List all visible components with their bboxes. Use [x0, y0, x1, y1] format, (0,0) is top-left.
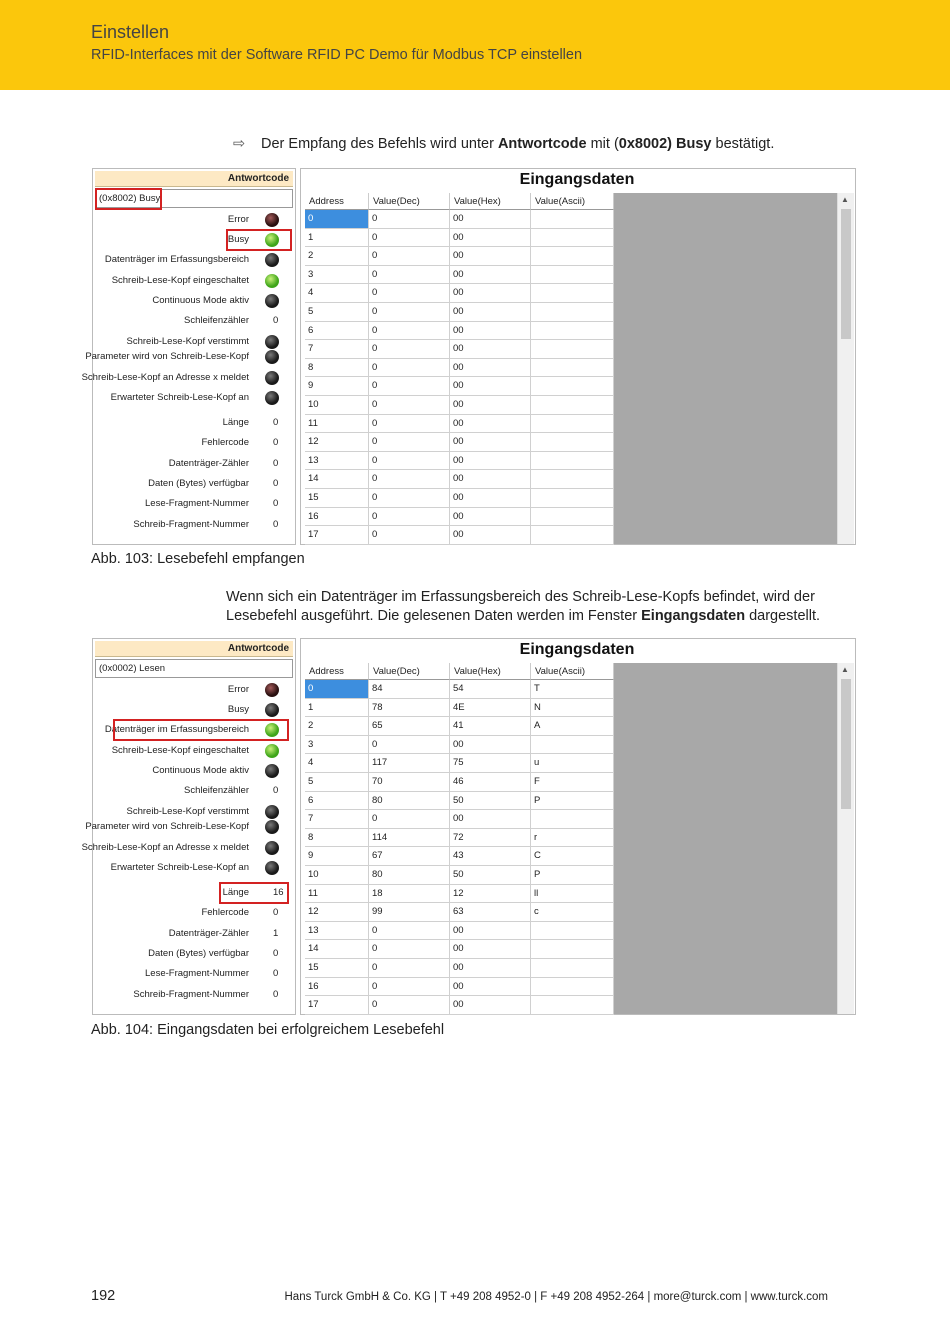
table-cell[interactable]: 12 — [305, 903, 369, 922]
page-header — [0, 0, 950, 90]
table-cell[interactable]: 10 — [305, 866, 369, 885]
table-cell[interactable]: 12 — [305, 433, 369, 452]
table-cell[interactable]: 63 — [450, 903, 531, 922]
table-cell[interactable]: 0 — [369, 303, 450, 322]
status-row-continuous-mode-aktiv — [93, 764, 293, 780]
status-row-schreib-lese-kopf-verstimmt — [93, 805, 293, 821]
table-cell[interactable]: 00 — [450, 359, 531, 378]
vertical-scrollbar[interactable] — [837, 663, 854, 1014]
table-cell[interactable]: 00 — [450, 959, 531, 978]
table-cell[interactable]: 10 — [305, 396, 369, 415]
table-cell[interactable]: 78 — [369, 699, 450, 718]
table-cell[interactable] — [531, 470, 614, 489]
figure-caption-103: Abb. 103: Lesebefehl empfangen — [91, 551, 305, 567]
table-cell[interactable]: 99 — [369, 903, 450, 922]
status-label: Parameter wird von Schreib-Lese-Kopf — [85, 351, 249, 362]
column-header-value-ascii[interactable]: Value(Ascii) — [531, 193, 614, 210]
status-value: 1 — [273, 928, 279, 939]
highlight-box — [113, 719, 289, 741]
status-label: Länge — [222, 887, 249, 898]
antwortcode-value: (0x8002) Busy — [95, 189, 293, 208]
table-cell[interactable]: 0 — [305, 210, 369, 229]
table-cell[interactable]: 0 — [369, 322, 450, 341]
status-label: Schreib-Fragment-Nummer — [133, 989, 249, 1000]
table-cell[interactable]: 00 — [450, 322, 531, 341]
table-cell[interactable]: T — [531, 680, 614, 699]
table-cell[interactable]: 9 — [305, 847, 369, 866]
table-cell[interactable]: 00 — [450, 736, 531, 755]
status-label: Busy — [227, 234, 249, 245]
table-cell[interactable]: 13 — [305, 452, 369, 471]
grid-empty-area — [614, 663, 837, 1014]
status-row-daten-bytes-verfügbar — [93, 947, 293, 963]
table-cell[interactable]: 65 — [369, 717, 450, 736]
scroll-up-icon[interactable]: ▲ — [841, 665, 849, 674]
table-cell[interactable] — [531, 247, 614, 266]
table-cell[interactable]: 0 — [369, 959, 450, 978]
status-row-länge — [93, 416, 293, 432]
table-cell[interactable]: 00 — [450, 508, 531, 527]
status-row-datenträger-im-erfassungsbereich — [93, 253, 293, 269]
status-label: Error — [227, 684, 249, 695]
table-cell[interactable]: 00 — [450, 489, 531, 508]
column-header-address[interactable]: Address — [305, 193, 369, 210]
table-cell[interactable]: 4 — [305, 284, 369, 303]
status-value: 0 — [273, 315, 279, 326]
table-cell[interactable]: 00 — [450, 470, 531, 489]
screenshot-eingangsdaten — [81, 638, 856, 1015]
column-header-value-hex[interactable]: Value(Hex) — [450, 193, 531, 210]
scroll-thumb[interactable] — [841, 209, 851, 339]
status-label: Fehlercode — [201, 907, 249, 918]
table-cell[interactable]: 00 — [450, 996, 531, 1015]
table-cell[interactable]: 14 — [305, 940, 369, 959]
table-cell[interactable] — [531, 303, 614, 322]
status-led-icon — [265, 861, 279, 875]
table-cell[interactable] — [531, 266, 614, 285]
status-value: 0 — [273, 907, 279, 918]
table-cell[interactable]: 84 — [369, 680, 450, 699]
table-cell[interactable]: 0 — [369, 247, 450, 266]
status-label: Schleifenzähler — [184, 315, 249, 326]
table-cell[interactable]: 0 — [369, 433, 450, 452]
table-cell[interactable]: 00 — [450, 415, 531, 434]
status-label: Busy — [227, 704, 249, 715]
table-cell[interactable] — [531, 377, 614, 396]
status-row-datenträger-zähler — [93, 457, 293, 473]
status-label: Lese-Fragment-Nummer — [145, 968, 249, 979]
table-cell[interactable] — [531, 940, 614, 959]
status-label: Datenträger im Erfassungsbereich — [104, 254, 249, 265]
table-cell[interactable]: 12 — [450, 885, 531, 904]
table-cell[interactable]: 8 — [305, 359, 369, 378]
table-cell[interactable] — [531, 340, 614, 359]
status-label: Schreib-Lese-Kopf verstimmt — [126, 806, 249, 817]
status-label: Datenträger-Zähler — [168, 928, 249, 939]
table-cell[interactable]: P — [531, 792, 614, 811]
status-label: Continuous Mode aktiv — [152, 295, 249, 306]
table-cell[interactable]: 114 — [369, 829, 450, 848]
table-cell[interactable]: 0 — [369, 415, 450, 434]
table-cell[interactable] — [531, 433, 614, 452]
highlight-box — [226, 229, 292, 251]
status-label: Daten (Bytes) verfügbar — [148, 478, 249, 489]
table-cell[interactable]: 00 — [450, 303, 531, 322]
table-cell[interactable]: c — [531, 903, 614, 922]
status-value: 0 — [273, 498, 279, 509]
table-cell[interactable]: 75 — [450, 754, 531, 773]
column-header-address[interactable]: Address — [305, 663, 369, 680]
status-led-icon — [265, 744, 279, 758]
status-led-icon — [265, 683, 279, 697]
table-cell[interactable]: 6 — [305, 792, 369, 811]
table-cell[interactable]: 00 — [450, 377, 531, 396]
status-value: 0 — [273, 458, 279, 469]
status-value: 0 — [273, 478, 279, 489]
table-cell[interactable] — [531, 736, 614, 755]
grid-empty-area — [614, 193, 837, 544]
table-cell[interactable]: 46 — [450, 773, 531, 792]
instruction-step: ⇨ Der Empfang des Befehls wird unter Antwortcode mit (0x8002) Busy bestätigt. — [233, 136, 775, 152]
table-cell[interactable]: 0 — [369, 377, 450, 396]
table-cell[interactable]: 2 — [305, 717, 369, 736]
table-cell[interactable]: 2 — [305, 247, 369, 266]
table-cell[interactable]: 0 — [369, 489, 450, 508]
table-cell[interactable]: 00 — [450, 978, 531, 997]
table-cell[interactable]: 00 — [450, 452, 531, 471]
table-cell[interactable]: 0 — [369, 508, 450, 527]
status-label: Schreib-Fragment-Nummer — [133, 519, 249, 530]
table-cell[interactable]: 1 — [305, 229, 369, 248]
status-led-icon — [265, 805, 279, 819]
table-cell[interactable]: 0 — [369, 810, 450, 829]
table-cell[interactable]: 17 — [305, 526, 369, 545]
table-cell[interactable]: 00 — [450, 340, 531, 359]
table-cell[interactable]: 0 — [369, 229, 450, 248]
page-number: 192 — [91, 1288, 116, 1304]
table-cell[interactable]: 00 — [450, 940, 531, 959]
antwortcode-value: (0x0002) Lesen — [95, 659, 293, 678]
status-row-schleifenzähler — [93, 314, 293, 330]
status-row-erwarteter-schreib-lese-kopf-an — [93, 391, 293, 407]
status-row-schreib-lese-kopf-eingeschaltet — [93, 744, 293, 760]
table-cell[interactable]: 0 — [369, 996, 450, 1015]
table-cell[interactable]: 15 — [305, 489, 369, 508]
status-row-continuous-mode-aktiv — [93, 294, 293, 310]
scroll-up-icon[interactable]: ▲ — [841, 195, 849, 204]
status-label: Datenträger-Zähler — [168, 458, 249, 469]
table-cell[interactable]: 0 — [369, 359, 450, 378]
table-cell[interactable]: 0 — [369, 340, 450, 359]
table-cell[interactable] — [531, 996, 614, 1015]
status-led-icon — [265, 703, 279, 717]
table-cell[interactable] — [531, 359, 614, 378]
table-cell[interactable]: 0 — [369, 736, 450, 755]
status-led-icon — [265, 335, 279, 349]
status-label: Erwarteter Schreib-Lese-Kopf an — [110, 862, 249, 873]
screenshot-lesebefehl-empfangen — [81, 168, 856, 545]
table-cell[interactable] — [531, 489, 614, 508]
status-led-icon — [265, 764, 279, 778]
table-cell[interactable]: 0 — [369, 452, 450, 471]
table-cell[interactable]: 00 — [450, 922, 531, 941]
status-row-fehlercode — [93, 906, 293, 922]
table-cell[interactable]: 5 — [305, 303, 369, 322]
table-cell[interactable] — [531, 322, 614, 341]
table-cell[interactable] — [531, 229, 614, 248]
status-row-parameter-wird-von-schreib-lese-kopf — [85, 350, 293, 366]
table-cell[interactable]: ll — [531, 885, 614, 904]
status-label: Parameter wird von Schreib-Lese-Kopf — [85, 821, 249, 832]
table-cell[interactable]: 00 — [450, 433, 531, 452]
status-row-schreib-fragment-nummer — [93, 518, 293, 534]
highlight-box — [219, 882, 289, 904]
status-row-fehlercode — [93, 436, 293, 452]
table-cell[interactable]: 67 — [369, 847, 450, 866]
column-header-value-ascii[interactable]: Value(Ascii) — [531, 663, 614, 680]
status-led-icon — [265, 371, 279, 385]
table-cell[interactable] — [531, 978, 614, 997]
body-paragraph: Wenn sich ein Datenträger im Erfassungsbereich des Schreib-Lese-Kopfs befindet, wird der Lesebefehl ausgeführt. Die gelesenen Daten werden im Fenster Eingangsdaten dargestellt. — [226, 589, 821, 624]
table-cell[interactable]: 14 — [305, 470, 369, 489]
status-led-icon — [265, 213, 279, 227]
table-cell[interactable] — [531, 959, 614, 978]
column-header-value-dec[interactable]: Value(Dec) — [369, 193, 450, 210]
status-label: Länge — [222, 417, 249, 428]
table-cell[interactable]: 41 — [450, 717, 531, 736]
status-value: 0 — [273, 417, 279, 428]
status-row-schreib-fragment-nummer — [93, 988, 293, 1004]
status-label: Erwarteter Schreib-Lese-Kopf an — [110, 392, 249, 403]
table-cell[interactable]: A — [531, 717, 614, 736]
status-value: 0 — [273, 968, 279, 979]
table-cell[interactable] — [531, 396, 614, 415]
header-title: Einstellen — [91, 22, 170, 42]
status-led-icon — [265, 841, 279, 855]
status-row-parameter-wird-von-schreib-lese-kopf — [85, 820, 293, 836]
status-label: Schreib-Lese-Kopf eingeschaltet — [111, 275, 249, 286]
table-cell[interactable] — [531, 210, 614, 229]
table-cell[interactable]: 16 — [305, 508, 369, 527]
header-subtitle: RFID-Interfaces mit der Software RFID PC Demo für Modbus TCP einstellen — [91, 47, 583, 63]
table-cell[interactable]: 43 — [450, 847, 531, 866]
table-cell[interactable]: 13 — [305, 922, 369, 941]
status-label: Datenträger im Erfassungsbereich — [104, 724, 249, 735]
status-row-datenträger-zähler — [93, 927, 293, 943]
table-cell[interactable]: r — [531, 829, 614, 848]
table-cell[interactable]: 0 — [369, 396, 450, 415]
status-label: Schreib-Lese-Kopf verstimmt — [126, 336, 249, 347]
table-cell[interactable]: 7 — [305, 340, 369, 359]
table-cell[interactable]: 0 — [369, 284, 450, 303]
table-cell[interactable]: F — [531, 773, 614, 792]
table-cell[interactable]: 00 — [450, 396, 531, 415]
table-cell[interactable]: 0 — [369, 470, 450, 489]
table-cell[interactable]: 80 — [369, 866, 450, 885]
status-led-icon — [265, 253, 279, 267]
table-cell[interactable]: 5 — [305, 773, 369, 792]
table-cell[interactable]: 9 — [305, 377, 369, 396]
table-cell[interactable]: 0 — [305, 680, 369, 699]
table-cell[interactable]: P — [531, 866, 614, 885]
status-row-lese-fragment-nummer — [93, 967, 293, 983]
table-cell[interactable]: 0 — [369, 210, 450, 229]
table-cell[interactable]: 16 — [305, 978, 369, 997]
status-value: 0 — [273, 785, 279, 796]
table-cell[interactable]: 8 — [305, 829, 369, 848]
table-cell[interactable]: 00 — [450, 526, 531, 545]
status-row-error — [93, 213, 293, 229]
arrow-right-icon: ⇨ — [233, 136, 246, 152]
table-cell[interactable]: 00 — [450, 247, 531, 266]
eingangsdaten-panel — [300, 168, 856, 545]
table-cell[interactable]: 7 — [305, 810, 369, 829]
status-led-icon — [265, 350, 279, 364]
table-cell[interactable]: 0 — [369, 978, 450, 997]
antwortcode-title: Antwortcode — [95, 171, 293, 187]
table-cell[interactable]: 0 — [369, 922, 450, 941]
status-row-daten-bytes-verfügbar — [93, 477, 293, 493]
column-header-value-hex[interactable]: Value(Hex) — [450, 663, 531, 680]
table-cell[interactable]: 72 — [450, 829, 531, 848]
status-value: 0 — [273, 437, 279, 448]
highlight-box — [95, 188, 162, 210]
status-row-erwarteter-schreib-lese-kopf-an — [93, 861, 293, 877]
table-cell[interactable]: 4E — [450, 699, 531, 718]
table-cell[interactable]: 3 — [305, 266, 369, 285]
table-cell[interactable]: 0 — [369, 266, 450, 285]
column-header-value-dec[interactable]: Value(Dec) — [369, 663, 450, 680]
status-value: 16 — [273, 887, 284, 898]
status-row-schreib-lese-kopf-eingeschaltet — [93, 274, 293, 290]
table-cell[interactable]: N — [531, 699, 614, 718]
status-value: 0 — [273, 989, 279, 1000]
figure-caption-104: Abb. 104: Eingangsdaten bei erfolgreichem Lesebefehl — [91, 1022, 445, 1038]
table-cell[interactable] — [531, 810, 614, 829]
table-cell[interactable]: 70 — [369, 773, 450, 792]
antwortcode-title: Antwortcode — [95, 641, 293, 657]
table-cell[interactable]: 117 — [369, 754, 450, 773]
status-row-busy — [93, 703, 293, 719]
table-cell[interactable] — [531, 922, 614, 941]
table-cell[interactable] — [531, 508, 614, 527]
footer-contact: Hans Turck GmbH & Co. KG | T +49 208 4952-0 | F +49 208 4952-264 | more@turck.com | www.turck.com — [284, 1291, 828, 1303]
status-row-schreib-lese-kopf-verstimmt — [93, 335, 293, 351]
eingangsdaten-title: Eingangsdaten — [519, 171, 635, 188]
status-led-icon — [265, 294, 279, 308]
table-cell[interactable]: 3 — [305, 736, 369, 755]
table-cell[interactable]: 6 — [305, 322, 369, 341]
table-cell[interactable]: 4 — [305, 754, 369, 773]
status-label: Schreib-Lese-Kopf an Adresse x meldet — [81, 372, 249, 383]
status-row-schleifenzähler — [93, 784, 293, 800]
status-value: 0 — [273, 519, 279, 530]
status-label: Fehlercode — [201, 437, 249, 448]
status-led-icon — [265, 391, 279, 405]
status-label: Schreib-Lese-Kopf eingeschaltet — [111, 745, 249, 756]
table-cell[interactable]: 15 — [305, 959, 369, 978]
status-label: Error — [227, 214, 249, 225]
status-label: Schreib-Lese-Kopf an Adresse x meldet — [81, 842, 249, 853]
table-cell[interactable]: 0 — [369, 526, 450, 545]
status-led-icon — [265, 274, 279, 288]
table-cell[interactable] — [531, 284, 614, 303]
table-cell[interactable]: 54 — [450, 680, 531, 699]
status-label: Schleifenzähler — [184, 785, 249, 796]
scroll-thumb[interactable] — [841, 679, 851, 809]
status-row-error — [93, 683, 293, 699]
table-cell[interactable]: 0 — [369, 940, 450, 959]
status-row-schreib-lese-kopf-an-adresse-x-meldet — [81, 371, 293, 387]
status-label: Continuous Mode aktiv — [152, 765, 249, 776]
table-cell[interactable] — [531, 415, 614, 434]
table-cell[interactable]: 00 — [450, 810, 531, 829]
eingangsdaten-panel — [300, 638, 856, 1015]
table-cell[interactable]: 50 — [450, 792, 531, 811]
status-panel — [81, 168, 296, 545]
status-label: Lese-Fragment-Nummer — [145, 498, 249, 509]
table-cell[interactable]: 17 — [305, 996, 369, 1015]
status-value: 0 — [273, 948, 279, 959]
table-cell[interactable]: 00 — [450, 284, 531, 303]
table-cell[interactable]: 11 — [305, 415, 369, 434]
table-cell[interactable]: 80 — [369, 792, 450, 811]
table-cell[interactable]: u — [531, 754, 614, 773]
table-cell[interactable]: C — [531, 847, 614, 866]
status-led-icon — [265, 820, 279, 834]
eingangsdaten-title: Eingangsdaten — [519, 641, 635, 658]
table-cell[interactable]: 1 — [305, 699, 369, 718]
table-cell[interactable]: 50 — [450, 866, 531, 885]
vertical-scrollbar[interactable] — [837, 193, 854, 544]
table-cell[interactable]: 18 — [369, 885, 450, 904]
status-row-lese-fragment-nummer — [93, 497, 293, 513]
table-cell[interactable]: 00 — [450, 210, 531, 229]
table-cell[interactable]: 00 — [450, 266, 531, 285]
table-cell[interactable]: 00 — [450, 229, 531, 248]
table-cell[interactable]: 11 — [305, 885, 369, 904]
status-row-schreib-lese-kopf-an-adresse-x-meldet — [81, 841, 293, 857]
status-panel — [81, 638, 296, 1015]
table-cell[interactable] — [531, 526, 614, 545]
table-cell[interactable] — [531, 452, 614, 471]
status-label: Daten (Bytes) verfügbar — [148, 948, 249, 959]
